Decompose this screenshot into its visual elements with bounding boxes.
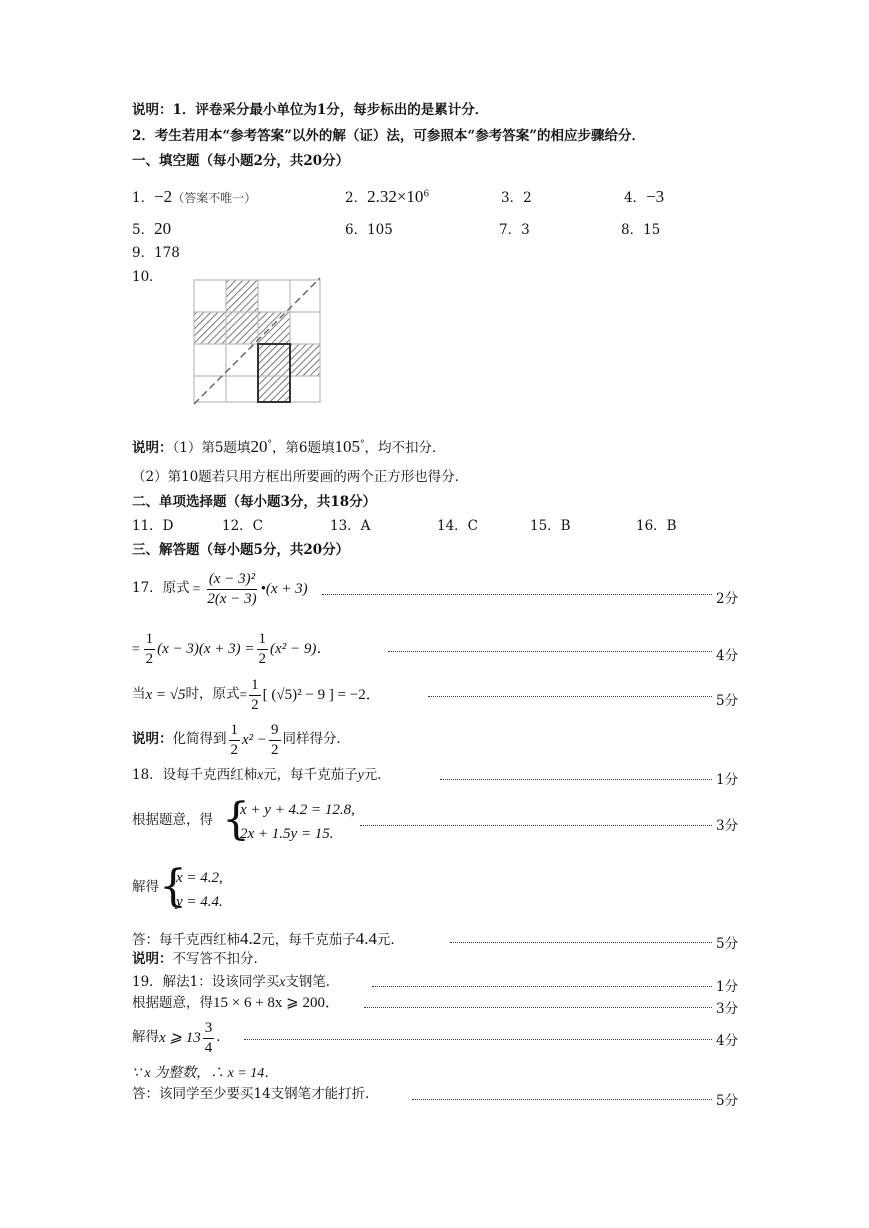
q17-line-2: = $\frac{1}{2}$ (x − 3)(x + 3) = $\frac{1}{2}$ (x² − 9)． — [132, 631, 332, 667]
q17-fraction: $\frac{\text{(x − 3)²}}{2(x - 3)}$ — [207, 571, 257, 607]
answer-3: 3．2 — [501, 190, 532, 206]
section1-title: 一、填空题（每小题2分，共20分） — [132, 153, 350, 169]
answer-7: 7．3 — [499, 222, 530, 238]
answer-4: 4．−3 — [624, 187, 665, 206]
section1-note-2: （2）第10题若只用方框出所要画的两个正方形也得分． — [132, 469, 469, 485]
q17-line-1: 17．原式 = $\frac{\text{(x − 3)²}}{2(x - 3)}$ •(x + 3) — [132, 571, 308, 607]
dotted-leader — [388, 651, 712, 652]
dotted-leader — [450, 942, 712, 943]
hatched-cell — [194, 312, 226, 344]
q18-equation-2: 2x + 1.5y = 15. — [240, 826, 334, 842]
score: 1分 — [716, 979, 739, 995]
score: 2分 — [716, 591, 739, 607]
score: 3分 — [716, 818, 739, 834]
dotted-leader — [372, 986, 712, 987]
score: 5分 — [716, 693, 739, 709]
section2-title: 二、单项选择题（每小题3分，共18分） — [132, 494, 377, 510]
answer-5: 5．20 — [132, 219, 172, 238]
answer-6: 6．105 — [345, 222, 393, 238]
q18-line-1: 18．设每千克西红柿x元，每千克茄子y元． — [132, 767, 391, 783]
note-line-2: 2．考生若用本“参考答案”以外的解（证）法，可参照本“参考答案”的相应步骤给分． — [132, 128, 645, 144]
section3-title: 三、解答题（每小题5分，共20分） — [132, 542, 350, 558]
q18-line-2: 根据题意，得 — [132, 812, 213, 828]
choice-answer: 14．C — [437, 518, 479, 534]
q17-line-3: 当 x = √5 时，原式 = $\frac{1}{2}$ [ (√5)² − 9 ] = −2． — [132, 677, 381, 713]
q18-note: 说明：不写答不扣分． — [132, 951, 267, 967]
choice-answer: 11．D — [132, 518, 174, 534]
hatched-cell — [258, 312, 290, 344]
section1-note-1: 说明：（1）第5题填20°，第6题填105°，均不扣分． — [132, 437, 446, 456]
answer-8: 8．15 — [621, 222, 661, 238]
choice-answer: 15．B — [530, 518, 571, 534]
choice-answer: 13．A — [330, 518, 371, 534]
hatched-cell — [258, 376, 290, 402]
left-brace: { — [159, 861, 187, 912]
q17-note: 说明： 化简得到 $\frac{1}{2}$ x² − $\frac{9}{2}$ 同样得分． — [132, 722, 351, 758]
answer-10-grid-figure — [190, 276, 324, 406]
hatched-cell — [290, 344, 320, 376]
hatched-cell — [226, 312, 258, 344]
answer-1: 1．−2（答案不唯一） — [132, 187, 257, 206]
q19-line-5: 答：该同学至少要买14支钢笔才能打折． — [132, 1086, 379, 1102]
score: 4分 — [716, 1033, 739, 1049]
q19-line-2: 根据题意，得15 × 6 + 8x ⩾ 200． — [132, 995, 340, 1011]
dotted-leader — [440, 779, 712, 780]
q19-line-1: 19．解法1：设该同学买x支钢笔． — [132, 974, 340, 990]
left-brace: { — [222, 794, 250, 845]
q19-line-3: 解得 x ⩾ 13 $\frac{3}{4}$ ． — [132, 1020, 230, 1056]
answer-10: 10． — [132, 269, 163, 285]
score: 5分 — [716, 936, 739, 952]
dotted-leader — [360, 825, 712, 826]
dotted-leader — [412, 1099, 712, 1100]
q18-solution-2: y = 4.4. — [176, 894, 223, 910]
choice-answer: 12．C — [222, 518, 264, 534]
hatched-cell — [226, 280, 258, 312]
note-line-1: 说明：1．评卷采分最小单位为1分，每步标出的是累计分． — [132, 102, 489, 118]
q18-equation-1: x + y + 4.2 = 12.8, — [240, 802, 355, 818]
q18-solution-1: x = 4.2, — [176, 870, 223, 886]
score: 5分 — [716, 1093, 739, 1109]
hatched-cell — [258, 344, 290, 376]
score: 1分 — [716, 772, 739, 788]
dotted-leader — [322, 594, 712, 595]
score: 4分 — [716, 648, 739, 664]
q18-answer: 答：每千克西红柿4.2元，每千克茄子4.4元． — [132, 929, 404, 948]
dotted-leader — [244, 1039, 712, 1040]
dotted-leader — [364, 1007, 712, 1008]
q19-line-4: ∵ x 为整数，∴ x = 14． — [132, 1066, 279, 1081]
q18-line-3: 解得 — [132, 879, 159, 895]
answer-9: 9．178 — [132, 245, 180, 261]
answer-2: 2．$2.32\times 10^6$ — [345, 187, 430, 206]
dotted-leader — [428, 696, 712, 697]
choice-answer: 16．B — [636, 518, 677, 534]
score: 3分 — [716, 1001, 739, 1017]
